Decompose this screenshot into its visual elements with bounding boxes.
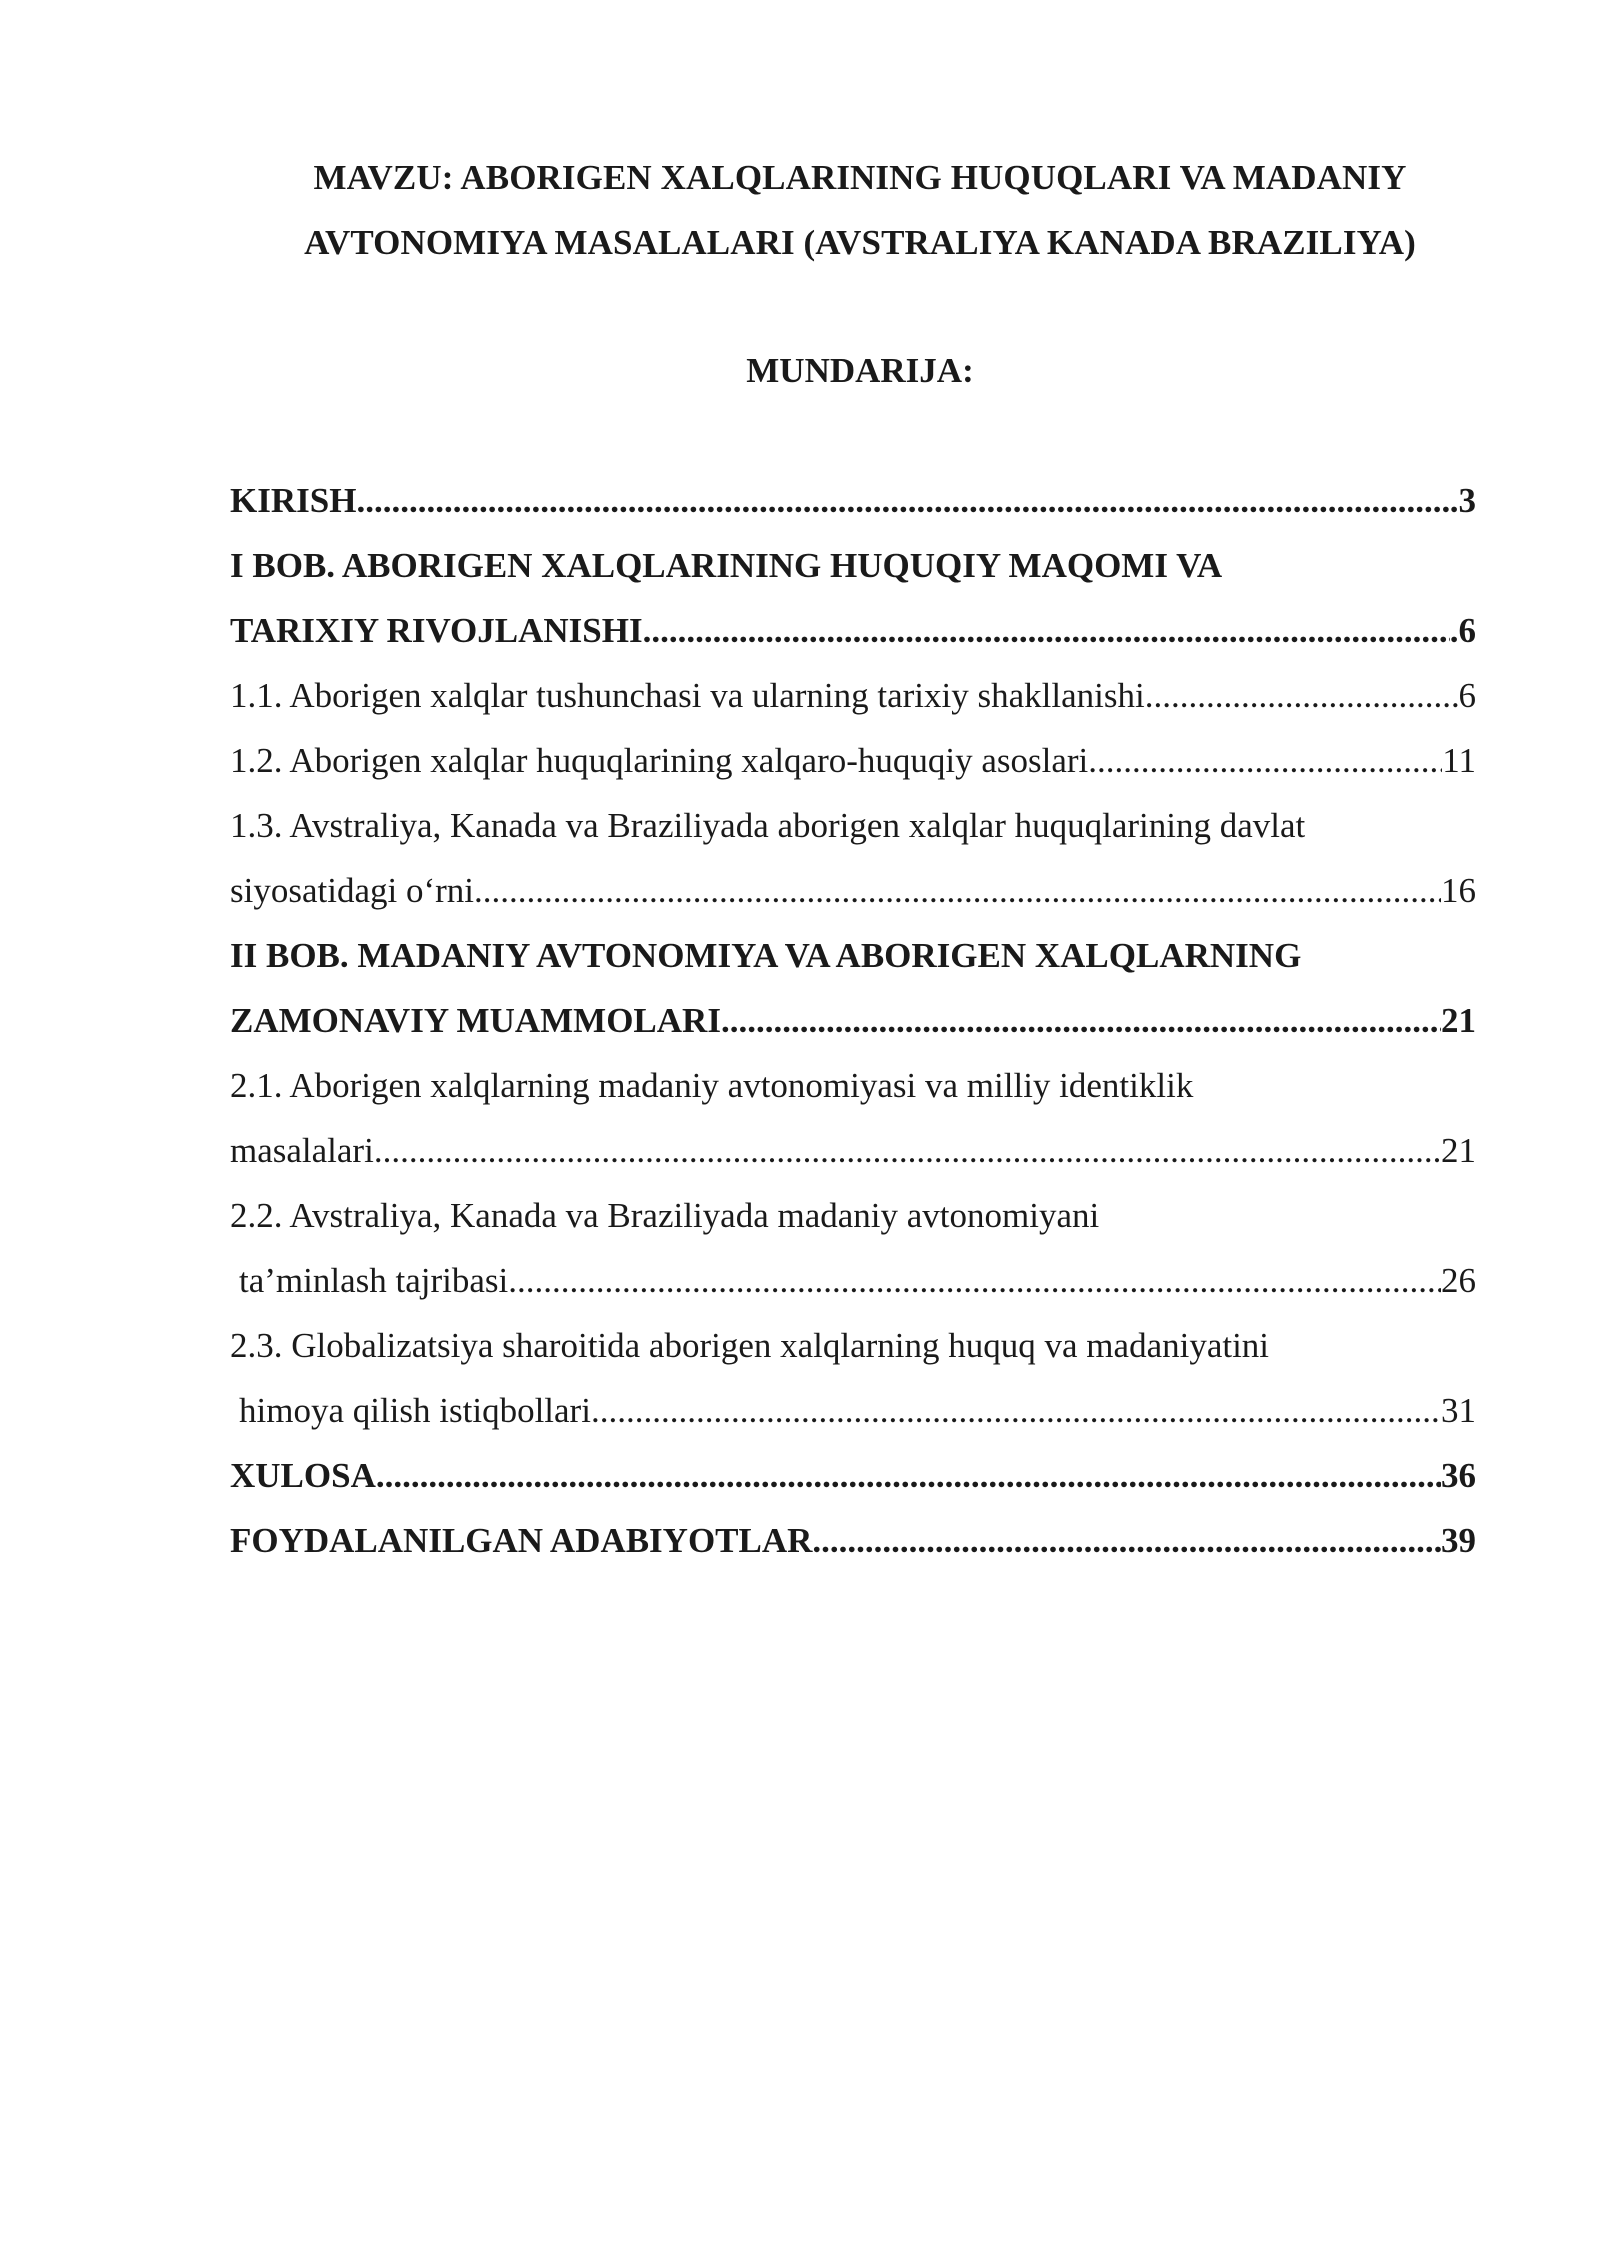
- toc-leader-dots: [376, 1443, 1441, 1508]
- toc-leader-dots: [1088, 728, 1442, 793]
- toc-leader-dots: [508, 1248, 1441, 1313]
- toc-leader-dots: [374, 1118, 1441, 1183]
- toc-page-number: .3: [1449, 481, 1476, 520]
- toc-entry-2-2-line-1[interactable]: [230, 1183, 1476, 1248]
- toc-entry-text: 1.3. Avstraliya, Kanada va Braziliyada aborigen xalqlar huquqlarining davlat: [230, 806, 1306, 845]
- toc-entry-text: 2.3. Globalizatsiya sharoitida aborigen xalqlarning huquq va madaniyatini: [230, 1326, 1270, 1365]
- toc-page-number: 6: [1458, 676, 1476, 715]
- document-title: [200, 145, 1520, 275]
- table-of-contents: [230, 468, 1476, 1573]
- toc-entry-1-1[interactable]: [230, 663, 1476, 728]
- toc-entry-2-2-line-2[interactable]: [230, 1248, 1476, 1313]
- toc-page-number: 21: [1441, 1001, 1476, 1040]
- toc-page-number: 26: [1441, 1261, 1476, 1300]
- toc-entry-1-3-line-1[interactable]: [230, 793, 1476, 858]
- toc-entry-text: 1.1. Aborigen xalqlar tushunchasi va ularning tarixiy shakllanishi: [230, 676, 1145, 715]
- toc-entry-text: FOYDALANILGAN ADABIYOTLAR: [230, 1521, 813, 1560]
- toc-page-number: 39: [1441, 1521, 1476, 1560]
- toc-page-number: 16: [1441, 871, 1476, 910]
- toc-entry-text: 2.2. Avstraliya, Kanada va Braziliyada madaniy avtonomiyani: [230, 1196, 1100, 1235]
- toc-entry-text: KIRISH: [230, 481, 357, 520]
- toc-leader-dots: [474, 858, 1441, 923]
- toc-entry-text: XULOSA: [230, 1456, 376, 1495]
- toc-page-number: .6: [1449, 611, 1476, 650]
- toc-entry-text: II BOB. MADANIY AVTONOMIYA VA ABORIGEN XALQLARNING: [230, 936, 1302, 975]
- toc-entry-text: ta’minlash tajribasi: [239, 1261, 509, 1300]
- toc-entry-2-1-line-1[interactable]: [230, 1053, 1476, 1118]
- toc-entry-2-3-line-2[interactable]: [230, 1378, 1476, 1443]
- toc-entry-chapter-2-line-1[interactable]: [230, 923, 1476, 988]
- toc-entry-chapter-2-line-2[interactable]: [230, 988, 1476, 1053]
- toc-leader-dots: [591, 1378, 1441, 1443]
- toc-entry-text: I BOB. ABORIGEN XALQLARINING HUQUQIY MAQOMI VA: [230, 546, 1223, 585]
- toc-entry-text: 1.2. Aborigen xalqlar huquqlarining xalqaro-huquqiy asoslari: [230, 741, 1089, 780]
- toc-entry-text: TARIXIY RIVOJLANISHI: [230, 611, 643, 650]
- toc-leader-dots: [721, 988, 1441, 1053]
- toc-entry-1-3-line-2[interactable]: [230, 858, 1476, 923]
- toc-leader-dots: [643, 598, 1450, 663]
- toc-entry-chapter-1-line-1[interactable]: [230, 533, 1476, 598]
- toc-entry-text: siyosatidagi o‘rni: [230, 871, 474, 910]
- toc-entry-text: ZAMONAVIY MUAMMOLARI: [230, 1001, 721, 1040]
- toc-entry-2-3-line-1[interactable]: [230, 1313, 1476, 1378]
- toc-entry-chapter-1-line-2[interactable]: [230, 598, 1476, 663]
- toc-leader-dots: [812, 1508, 1441, 1573]
- toc-entry-text: 2.1. Aborigen xalqlarning madaniy avtonomiyasi va milliy identiklik: [230, 1066, 1194, 1105]
- toc-entry-2-1-line-2[interactable]: [230, 1118, 1476, 1183]
- toc-entry-references[interactable]: [230, 1508, 1476, 1573]
- toc-entry-1-2[interactable]: [230, 728, 1476, 793]
- title-line-2: AVTONOMIYA MASALALARI (AVSTRALIYA KANADA BRAZILIYA): [304, 223, 1416, 262]
- toc-leader-dots: [1145, 663, 1459, 728]
- toc-page-number: 21: [1441, 1131, 1476, 1170]
- toc-page-number: 36: [1441, 1456, 1476, 1495]
- title-line-1: MAVZU: ABORIGEN XALQLARINING HUQUQLARI VA MADANIY: [313, 158, 1407, 197]
- toc-entry-text: masalalari: [230, 1131, 374, 1170]
- toc-leader-dots: [356, 468, 1449, 533]
- toc-entry-text: himoya qilish istiqbollari: [239, 1391, 591, 1430]
- toc-page-number: 31: [1441, 1391, 1476, 1430]
- toc-entry-kirish[interactable]: [230, 468, 1476, 533]
- toc-page-number: 11: [1442, 741, 1476, 780]
- toc-entry-xulosa[interactable]: [230, 1443, 1476, 1508]
- contents-heading: MUNDARIJA:: [746, 351, 974, 390]
